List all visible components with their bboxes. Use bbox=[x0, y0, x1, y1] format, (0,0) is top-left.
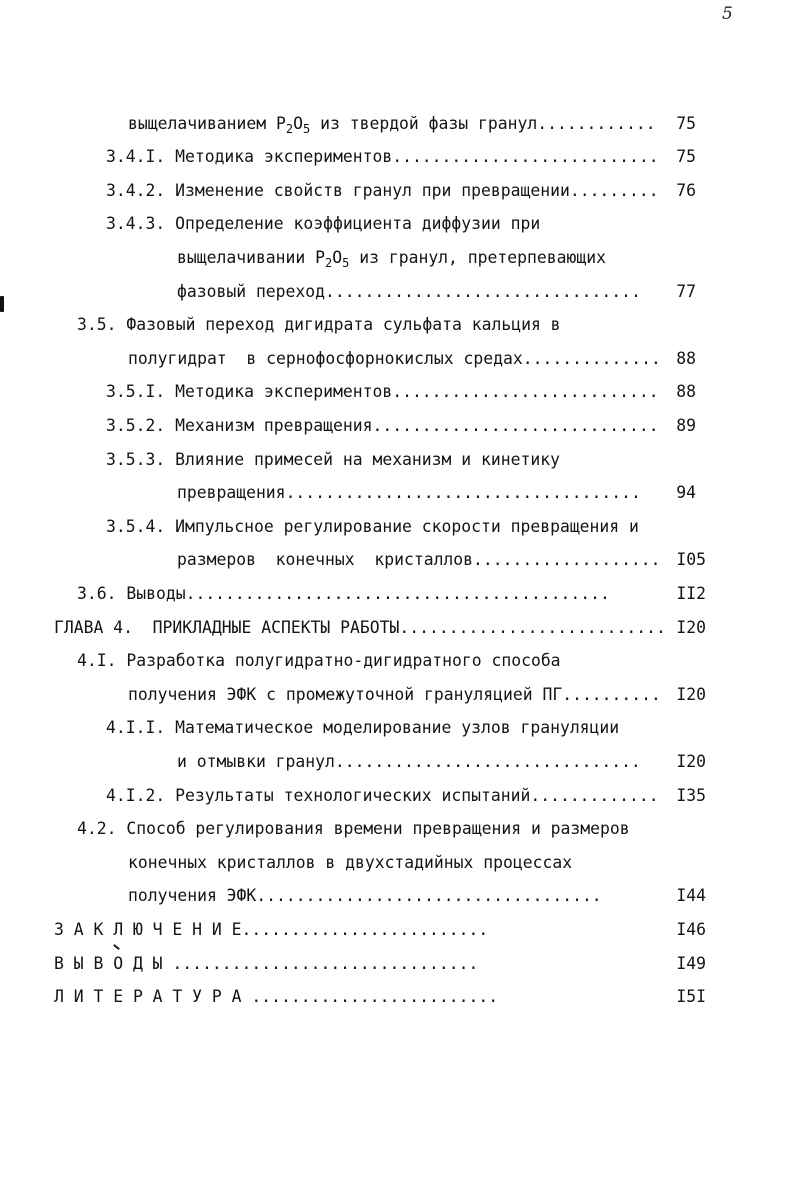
toc-leader-dots: ............. bbox=[530, 786, 659, 805]
chemical-formula: $P_2O_5$ bbox=[315, 248, 350, 270]
toc-entry-title: выщелачивании bbox=[177, 248, 316, 267]
toc-line bbox=[106, 413, 696, 439]
toc-entry-title: Математическое моделирование узлов грануляции bbox=[175, 718, 620, 737]
toc-section-number: 3.5.2. bbox=[106, 416, 166, 435]
toc-section-number: 3.5.4. bbox=[106, 517, 166, 536]
toc-section-number: 4.2. bbox=[77, 819, 117, 838]
toc-entry-title: превращения bbox=[177, 483, 286, 502]
toc-page-number: 94 bbox=[676, 483, 696, 502]
toc-leader-dots: ............ bbox=[537, 114, 656, 133]
toc-entry-title: В Ы В О Д Ы bbox=[54, 954, 163, 973]
toc-line bbox=[177, 279, 696, 305]
toc-line bbox=[128, 346, 696, 372]
toc-entry-title: фазовый переход bbox=[177, 282, 326, 301]
toc-entry-title: З А К Л Ю Ч Е Н И Е bbox=[54, 920, 242, 939]
toc-entry-title: полугидрат в сернофосфорнокислых средах bbox=[128, 349, 523, 368]
toc-leader-dots: ......... bbox=[569, 181, 659, 200]
toc-line bbox=[106, 783, 706, 809]
toc-entry-title: Влияние примесей на механизм и кинетику bbox=[175, 450, 560, 469]
toc-entry-title-cont: из гранул, претерпевающих bbox=[349, 248, 606, 267]
toc-page-number: II2 bbox=[676, 584, 706, 603]
toc-line bbox=[128, 682, 706, 708]
toc-leader-dots: ............................... bbox=[162, 954, 479, 973]
toc-page-number: I5I bbox=[676, 987, 706, 1006]
toc-entry-title: Разработка полугидратно-дигидратного способа bbox=[126, 651, 561, 670]
toc-section-number: 4.I.2. bbox=[106, 786, 166, 805]
toc-line bbox=[77, 648, 706, 674]
toc-entry-title: Способ регулирования времени превращения и размеров bbox=[126, 819, 630, 838]
toc-page-number: I05 bbox=[676, 550, 706, 569]
toc-leader-dots: ........................... bbox=[392, 382, 659, 401]
toc-section-number: 3.4.I. bbox=[106, 147, 166, 166]
toc-section-number: 4.I. bbox=[77, 651, 117, 670]
toc-entry-title: Л И Т Е Р А Т У Р А bbox=[54, 987, 242, 1006]
toc-line bbox=[106, 379, 696, 405]
toc-section-number: 4.I.I. bbox=[106, 718, 166, 737]
toc-line bbox=[128, 883, 706, 909]
toc-leader-dots: .................................... bbox=[285, 483, 641, 502]
toc-line bbox=[177, 749, 706, 775]
toc-page-number: 75 bbox=[676, 147, 696, 166]
toc-line bbox=[77, 816, 706, 842]
toc-entry-title: получения ЭФК с промежуточной грануляцией ПГ bbox=[128, 685, 563, 704]
toc-section-number: 3.5. bbox=[77, 315, 117, 334]
toc-line bbox=[106, 211, 696, 237]
toc-page-number: I20 bbox=[676, 752, 706, 771]
toc-page-number: 88 bbox=[676, 382, 696, 401]
toc-leader-dots: ......................... bbox=[241, 987, 499, 1006]
toc-entry-title: Выводы bbox=[126, 584, 186, 603]
toc-line bbox=[54, 984, 706, 1010]
toc-entry-title: Методика экспериментов bbox=[175, 382, 393, 401]
toc-section-number: 3.6. bbox=[77, 584, 117, 603]
toc-section-number: 3.4.2. bbox=[106, 181, 166, 200]
toc-page-number: I46 bbox=[676, 920, 706, 939]
toc-page-number: 76 bbox=[676, 181, 696, 200]
toc-leader-dots: ................................ bbox=[325, 282, 641, 301]
toc-entry-title: Результаты технологических испытаний bbox=[175, 786, 531, 805]
margin-mark bbox=[0, 296, 4, 312]
toc-page-number: 88 bbox=[676, 349, 696, 368]
toc-page-number: I20 bbox=[676, 685, 706, 704]
toc-line bbox=[177, 245, 696, 271]
toc-entry-title: Изменение свойств гранул при превращении bbox=[175, 181, 570, 200]
toc-page-number: I35 bbox=[676, 786, 706, 805]
toc-line bbox=[77, 581, 706, 607]
toc-entry-title: Импульсное регулирование скорости превращения и bbox=[175, 517, 639, 536]
toc-section-number: 3.5.3. bbox=[106, 450, 166, 469]
toc-entry-title: ГЛАВА 4. ПРИКЛАДНЫЕ АСПЕКТЫ РАБОТЫ bbox=[54, 618, 400, 637]
toc-entry-title: выщелачиванием bbox=[128, 114, 277, 133]
toc-leader-dots: ........................... bbox=[399, 618, 666, 637]
toc-leader-dots: .............. bbox=[522, 349, 661, 368]
toc-entry-title: и отмывки гранул bbox=[177, 752, 335, 771]
toc-section-number: 3.5.I. bbox=[106, 382, 166, 401]
toc-leader-dots: ............................. bbox=[372, 416, 659, 435]
toc-entry-title: размеров конечных кристаллов bbox=[177, 550, 474, 569]
page-number: 5 bbox=[722, 4, 733, 24]
toc-page-number: I44 bbox=[676, 886, 706, 905]
toc-entry-title: получения ЭФК bbox=[128, 886, 257, 905]
toc-leader-dots: ................... bbox=[473, 550, 661, 569]
toc-entry-title: Механизм превращения bbox=[175, 416, 373, 435]
toc-line bbox=[177, 547, 706, 573]
toc-page-number: 77 bbox=[676, 282, 696, 301]
toc-line bbox=[177, 480, 696, 506]
toc-section-number: 3.4.3. bbox=[106, 214, 166, 233]
toc-line bbox=[54, 615, 706, 641]
toc-line bbox=[77, 312, 696, 338]
toc-leader-dots: ........................... bbox=[392, 147, 659, 166]
toc-leader-dots: ......................... bbox=[241, 920, 489, 939]
ink-tick-mark bbox=[113, 944, 120, 950]
toc-line bbox=[106, 715, 706, 741]
toc-entry-title: Методика экспериментов bbox=[175, 147, 393, 166]
toc-line bbox=[128, 850, 706, 876]
toc-line bbox=[106, 514, 696, 540]
toc-page-number: I20 bbox=[676, 618, 706, 637]
toc-entry-title: конечных кристаллов в двухстадийных процессах bbox=[128, 853, 573, 872]
chemical-formula: $P_2O_5$ bbox=[276, 114, 311, 136]
toc-line bbox=[54, 917, 706, 943]
toc-line bbox=[128, 111, 696, 137]
toc-page-number: 75 bbox=[676, 114, 696, 133]
toc-entry-title: Определение коэффициента диффузии при bbox=[175, 214, 541, 233]
toc-line bbox=[106, 178, 696, 204]
toc-leader-dots: ................................... bbox=[256, 886, 602, 905]
toc-page-number: 89 bbox=[676, 416, 696, 435]
toc-page-number: I49 bbox=[676, 954, 706, 973]
toc-line bbox=[106, 144, 696, 170]
toc-entry-title: Фазовый переход дигидрата сульфата кальция в bbox=[126, 315, 561, 334]
toc-line bbox=[54, 951, 706, 977]
toc-leader-dots: .......... bbox=[562, 685, 661, 704]
toc-entry-title-cont: из твердой фазы гранул bbox=[310, 114, 538, 133]
toc-leader-dots: ........................................... bbox=[185, 584, 610, 603]
toc-leader-dots: ............................... bbox=[334, 752, 641, 771]
toc-line bbox=[106, 447, 696, 473]
